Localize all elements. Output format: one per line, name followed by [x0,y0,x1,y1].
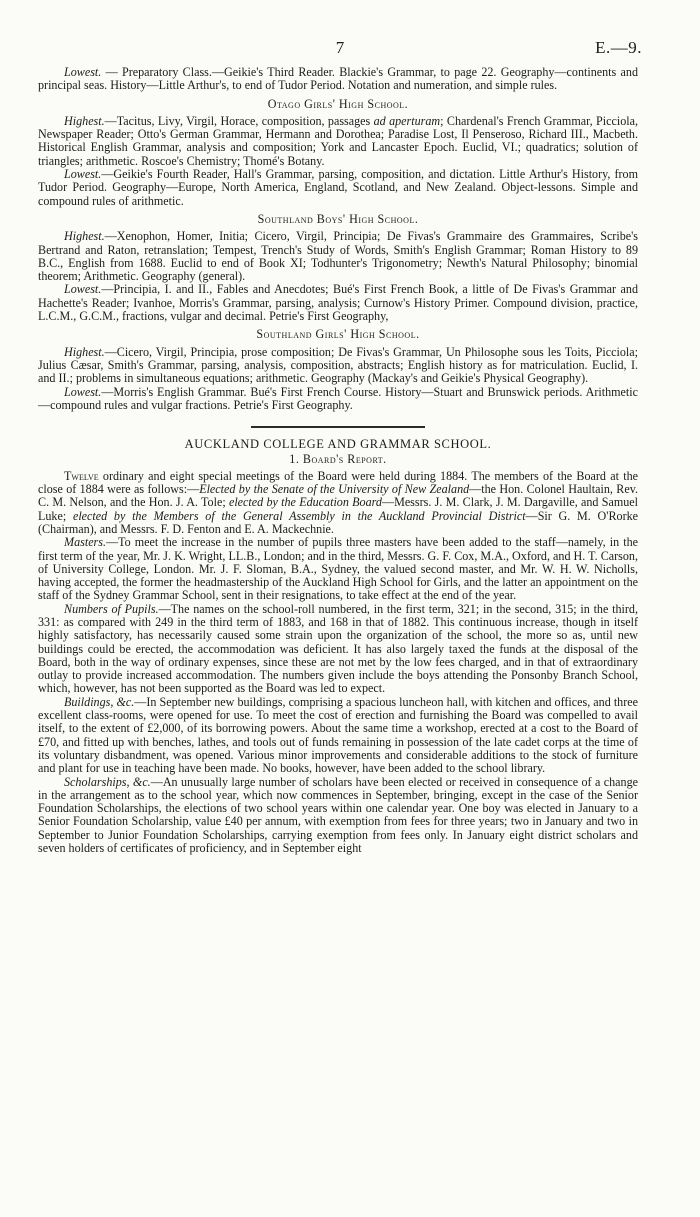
paragraph-southland-girls-lowest [38,386,638,413]
paragraph-numbers-of-pupils [38,603,638,696]
paragraph-text: —the Hon. Colonel Haultain, Rev. C. M. Nelson, and the Hon. J. A. Tole; [38,482,638,510]
paragraph-lead: Lowest. [64,282,102,297]
section-heading-southland-boys: Southland Boys' High School. [257,211,419,226]
paragraph-text: —Cicero, Virgil, Principia, prose composition; De Fivas's Grammar, Un Philosophe sous les Toits, Picciola; Julius Cæsar, Smith's Grammar, parsing, analysis, composition, abstracts; English history as for matriculation. Euclid, I. and II.; problems in simultaneous equations; arithmetic. Geography (Mackay's and Geikie's Physical Geography). [38,344,638,386]
paragraph-text: —The names on the school-roll numbered, in the first term, 321; in the second, 315; in the third, 331: as compared with 249 in the third term of 1883, and 168 in that of 1882. This continuous increase, though in itself highly satisfactory, has necessarily caused some strain upon the organization of the school, the more so as, until new buildings could be erected, the accommodation was deficient. It has also largely taxed the funds at the disposal of the Board, both in the way of ordinary expenses, since these are not met by the low fees charged, and in that of extraordinary outlay to provide increased accommodation. The numbers given include the boys attending the Ponsonby Branch School, which, however, has not been supported as the Board was led to expect. [38,601,638,696]
paragraph-lead: Highest. [64,229,105,244]
paragraph-lead: Numbers of Pupils. [64,601,159,616]
paragraph-lead: Highest. [64,344,105,359]
paragraph-lead: Twelve [64,468,99,483]
paragraph-lead: Lowest. [64,167,102,182]
paragraph-southland-girls-highest [38,346,638,386]
paragraph-text: ordinary and eight special meetings of the Board were held during 1884. The members of the Board at the close of 1884 were as follows:— [38,468,638,497]
paragraph-text: — Preparatory Class.—Geikie's Third Reader. Blackie's Grammar, to page 22. Geography—continents and principal seas. History—Little Arthur's, to end of Tudor Period. Notation and numeration, and simple rules. [38,65,638,93]
paragraph-italic: elected by the Members of the General Assembly in the Auckland Provincial District [72,508,526,523]
paragraph-text: —Tacitus, Livy, Virgil, Horace, composition, passages [104,113,374,128]
section-heading-southland-girls: Southland Girls' High School. [256,327,420,342]
paragraph-southland-boys-highest [38,230,638,283]
paragraph-text: —An unusually large number of scholars have been elected or received in consequence of a change in the arrangement as to the school year, which now commences in September, bringing, except in the case of the Senior Foundation Scholarships, the elections of two school years within one calendar year. One boy was elected in January to a Senior Foundation Scholarship, value £40 per annum, with exemption from fees for three years; two in January and two in September to Junior Foundation Scholarships, carrying exemption from fees only. In January eight district scholars and seven holders of certificates of proficiency, and in September eight [38,774,638,856]
page-reference: E.—9. [595,38,642,57]
paragraph-text: —Morris's English Grammar. Bué's First French Course. History—Stuart and Brunswick periods. Arithmetic—compound rules and vulgar fractions. Petrie's First Geography. [38,384,638,412]
paragraph-lead: Lowest. [64,65,102,79]
paragraph-text: —Xenophon, Homer, Initia; Cicero, Virgil, Principia; De Fivas's Grammaire des Grammaires, Scribe's Bertrand and Raton, retranslation; Tempest, Trench's Study of Words, Smith's English Grammar; Roman History to 89 B.C., English from 1688. Euclid to end of Book XI; Todhunter's Trigonometry; Newth's Natural Philosophy; binomial theorem; Arithmetic. Geography (general). [38,229,638,284]
paragraph-scholarships [38,776,638,856]
paragraph-italic: Elected by the Senate of the University of New Zealand [199,482,470,497]
document-body [38,66,638,855]
paragraph-italic: ad aperturam [373,113,441,128]
page-number: 7 [335,38,345,57]
paragraph-text: —Principia, I. and II., Fables and Anecdotes; Bué's First French Book, a little of De Fivas's Grammar and Hachette's Reader; Ivanhoe, Morris's Grammar, parsing, analysis; Curnow's History Primer. Compound division, practice, L.C.M., G.C.M., fractions, vulgar and decimal. Petrie's First Geography, [38,282,638,324]
paragraph-lead: Highest. [64,113,105,128]
paragraph-buildings [38,696,638,776]
paragraph-otago-lowest [38,168,638,208]
paragraph-text: ; Chardenal's French Grammar, Picciola, Newspaper Reader; Otto's German Grammar, Hermann and Dorothea; Paradise Lost, Il Penseroso, Richard III., Macbeth. Historical English Grammar, analysis and composition; York and Lancaster Epoch. Euclid, VI.; quadratics; solution of triangles; arithmetic. Roscoe's Chemistry; Thomé's Botany. [38,113,639,168]
paragraph-text: —Sir G. M. O'Rorke (Chairman), and Messrs. F. D. Fenton and E. A. Mackechnie. [38,508,639,536]
paragraph-lead: Buildings, &c. [64,694,135,709]
paragraph-text: —In September new buildings, comprising a spacious luncheon hall, with kitchen and offices, and three excellent class-rooms, were opened for use. To meet the cost of erection and furnishing the Board was compelled to avail itself, to the extent of £2,000, of its borrowing powers. About the same time a workshop, erected at a cost to the Board of £70, and fitted up with benches, lathes, and tools out of funds remaining in possession of the late cadet corps at the time of its voluntary disbandment, was opened. Various minor improvements and considerable additions to the stock of furniture and plant for use in teaching have been made. No books, however, have been added to the school library. [38,694,638,776]
section-divider [251,426,425,428]
paragraph-preparatory-lowest [38,66,638,93]
paragraph-lead: Lowest. [64,384,102,399]
paragraph-southland-boys-lowest [38,283,638,323]
paragraph-lead: Scholarships, &c. [64,774,151,789]
paragraph-board-intro [38,470,638,536]
paragraph-text: —To meet the increase in the number of pupils three masters have been added to the staff—namely, in the first term of the year, Mr. J. K. Wright, LL.B., London; and in the third, Messrs. G. F. Cox, M.A., Oxford, and H. T. Carson, of University College, London. Mr. J. F. Sloman, B.A., Sydney, the valued second master, and Mr. W. H. W. Nicholls, having accepted, the former the headmastership of the Auckland High School for Girls, and the latter an appointment on the staff of the Sydney Grammar School, sent in their resignations, to take effect at the end of the year. [38,535,638,603]
paragraph-masters [38,536,638,602]
paragraph-text: —Messrs. J. M. Clark, J. M. Dargaville, and Samuel Luke; [38,495,638,523]
subsection-heading-boards-report: 1. Board's Report. [289,452,387,467]
section-heading-auckland-college: AUCKLAND COLLEGE AND GRAMMAR SCHOOL. [184,437,492,452]
paragraph-italic: elected by the Education Board [228,495,382,510]
paragraph-lead: Masters. [64,535,106,550]
paragraph-text: —Geikie's Fourth Reader, Hall's Grammar, parsing, composition, and dictation. Little Arthur's History, from Tudor Period. Geography—Europe, North America, England, Scotland, and New Zealand. Object-lessons. Simple and compound rules of arithmetic. [38,167,638,208]
paragraph-otago-highest [38,115,638,168]
section-heading-otago-girls: Otago Girls' High School. [267,96,409,111]
